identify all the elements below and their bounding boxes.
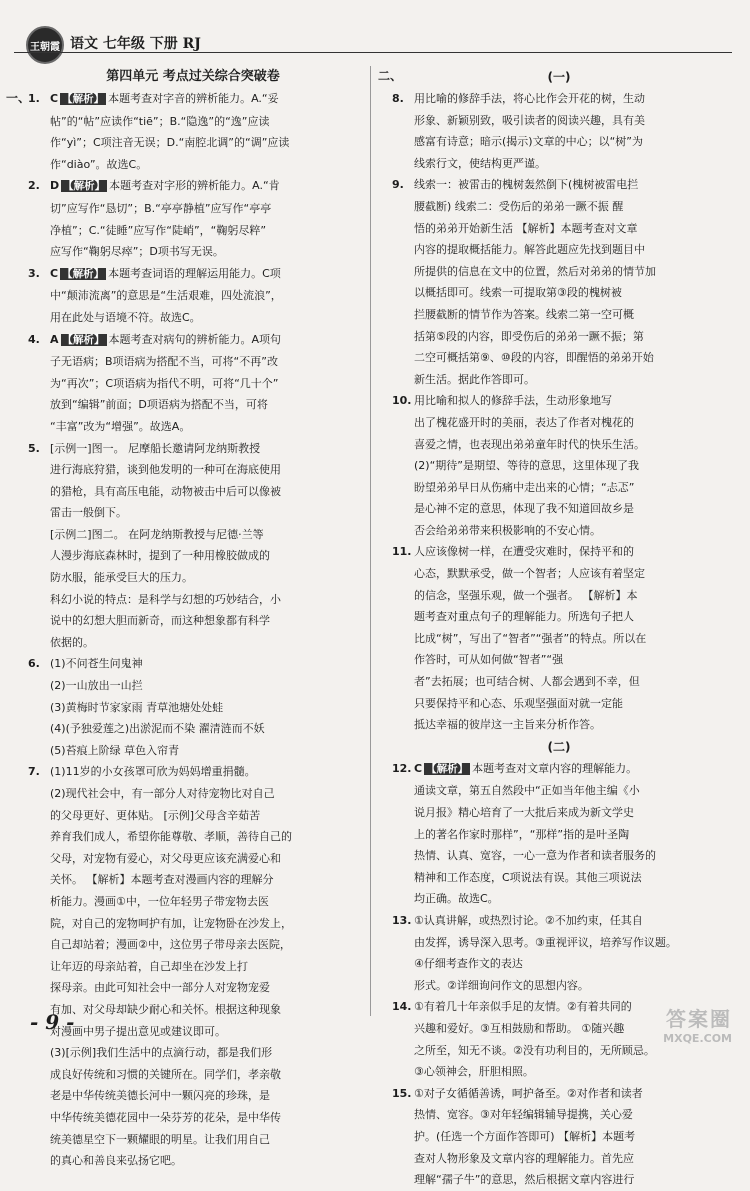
- text-line: 放到“编辑”前面；D项语病为搭配不当，可将: [50, 398, 268, 412]
- text-line: [示例二]图二。 在阿龙纳斯教授与尼德·兰等: [50, 527, 264, 541]
- text-line: ④仔细考查作文的表达: [414, 957, 523, 971]
- left-column: [6, 66, 358, 1172]
- publisher-logo: 王朝霞: [26, 26, 64, 64]
- question-line: [50, 329, 358, 352]
- subsection-title: (二): [547, 739, 571, 754]
- text-line: (3)黄梅时节家家雨 青草池塘处处蛙: [50, 700, 224, 714]
- question-number: 12.: [392, 761, 412, 775]
- question-12: [392, 758, 726, 910]
- question-line: [414, 758, 726, 781]
- text-line: 应写作“鞠躬尽瘁”；D项书写无误。: [50, 245, 224, 259]
- text-line: 院，对自己的宠物呵护有加，让宠物卧在沙发上，: [50, 916, 292, 930]
- text-line: 新生活。据此作答即可。: [414, 372, 535, 386]
- text-line: 子无语病；B项语病为搭配不当，可将“不再”改: [50, 355, 278, 369]
- answer-letter: D: [50, 179, 60, 193]
- text-line: 析能力。漫画①中，一位年轻男子带宠物去医: [50, 894, 269, 908]
- question-number: 6.: [28, 657, 40, 671]
- text-line: 抵达幸福的彼岸这一主旨来分析作答。: [414, 718, 601, 732]
- question-4: [28, 329, 358, 438]
- text-line: 中“颠沛流离”的意思是“生活艰难，四处流浪”，: [50, 289, 282, 303]
- text-line: 是心神不定的意思，体现了我不知道回故乡是: [414, 502, 634, 516]
- question-11: [392, 541, 726, 735]
- text-line: 本题考查对字音的辨析能力。A.“妥: [108, 92, 279, 105]
- question-8: [392, 88, 726, 174]
- question-number: 8.: [392, 92, 404, 105]
- question-number: 15.: [392, 1086, 412, 1100]
- text-line: 帖”的“帖”应读作“tiē”；B.“隐逸”的“逸”应读: [50, 114, 270, 128]
- question-number: 11.: [392, 545, 412, 559]
- text-line: 括第⑤段的内容，即受伤后的弟弟一蹶不振；第: [414, 329, 644, 343]
- book-title: 语文 七年级 下册 RJ: [70, 36, 201, 52]
- question-7: [28, 761, 358, 1171]
- text-line: ①认真讲解，或热烈讨论。②不加约束，任其自: [414, 913, 643, 927]
- text-line: 形象、新颖别致，吸引读者的阅读兴趣，具有美: [414, 113, 645, 127]
- text-line: “丰富”改为“增强”。故选A。: [50, 419, 191, 433]
- text-line: 腰截断) 线索二：受伤后的弟弟一蹶不振 醒: [414, 199, 624, 213]
- text-line: (3)[示例]我们生活中的点滴行动，都是我们形: [50, 1046, 273, 1060]
- text-line: 上的著名作家时那样”，“那样”指的是叶圣陶: [414, 827, 630, 841]
- text-line: 形式。②详细询问作文的思想内容。: [414, 978, 589, 992]
- text-line: 通读文章，第五自然段中“正如当年他主编《小: [414, 784, 640, 798]
- answer-letter: C: [50, 266, 59, 280]
- text-line: 护。(任选一个方面作答即可) 【解析】本题考: [414, 1129, 636, 1143]
- text-line: 由发挥，诱导深入思考。③重视评议，培养写作议题。: [414, 935, 677, 949]
- text-line: 的父母更好、更体贴。 [示例]父母含辛茹苦: [50, 808, 261, 822]
- question-5: [28, 438, 358, 654]
- question-number: 3.: [28, 266, 40, 280]
- text-line: (2)“期待”是期望、等待的意思，这里体现了我: [414, 459, 639, 473]
- text-line: 拦腰截断的情节作为答案。线索二第一空可概: [414, 307, 634, 321]
- answer-letter: A: [50, 332, 59, 346]
- text-line: 二空可概括第⑨、⑩段的内容，即醒悟的弟弟开始: [414, 351, 654, 365]
- question-number: 2.: [28, 179, 40, 193]
- text-line: 出了槐花盛开时的美丽，表达了作者对槐花的: [414, 415, 634, 429]
- text-line: 否会给弟弟带来积极影响的不安心情。: [414, 523, 601, 537]
- question-line: [50, 263, 358, 286]
- question-1: [28, 88, 358, 175]
- text-line: ①有着几十年亲似手足的友情。②有着共同的: [414, 1000, 632, 1014]
- text-line: 比成“树”，写出了“智者”“强者”的特点。所以在: [414, 631, 647, 645]
- text-line: (2)现代社会中，有一部分人对待宠物比对自己: [50, 787, 275, 800]
- text-line: 的信念，坚强乐观，做一个强者。 【解析】本: [414, 588, 638, 602]
- text-line: 本题考查对文章内容的理解能力。: [472, 761, 638, 775]
- text-line: 题考查对重点句子的理解能力。所选句子把人: [414, 610, 634, 624]
- text-line: 用比喻的修辞手法，将心比作会开花的树，生动: [414, 92, 645, 105]
- text-line: 理解“孺子牛”的意思，然后根据文章内容进行: [414, 1173, 635, 1187]
- text-line: (5)苔痕上阶绿 草色入帘青: [50, 743, 180, 757]
- text-line: 让年迈的母亲站着，自己却坐在沙发上打: [50, 959, 248, 973]
- text-line: 依据的。: [50, 635, 94, 649]
- question-3: [28, 263, 358, 329]
- column-divider: [370, 66, 371, 1016]
- question-line: [50, 88, 358, 111]
- watermark-url: MXQE.COM: [663, 1032, 732, 1045]
- answer-letter: C: [414, 761, 423, 775]
- text-line: 探母亲。由此可知社会中一部分人对宠物宠爱: [50, 981, 270, 995]
- unit-title: 第四单元 考点过关综合突破卷: [106, 69, 280, 84]
- site-watermark: [592, 1003, 732, 1049]
- text-line: 作答时，可从如何做“智者”“强: [414, 653, 564, 667]
- text-line: 自己却站着；漫画②中，这位男子带母亲去医院，: [50, 938, 291, 952]
- text-line: 均正确。故选C。: [414, 892, 499, 906]
- text-line: 兴趣和爱好。③互相鼓励和帮助。 ①随兴趣: [414, 1021, 625, 1035]
- text-line: 进行海底狩猎，谈到他发明的一种可在海底使用: [50, 463, 281, 477]
- text-line: 雷击一般倒下。: [50, 506, 127, 520]
- text-line: 者”去拓展；也可结合树、人都会遇到不幸，但: [414, 675, 640, 689]
- text-line: 有加、对父母却缺少耐心和关怀。根据这种现象: [50, 1002, 281, 1016]
- question-13: [392, 910, 726, 996]
- analysis-tag: 【解析】: [62, 93, 105, 105]
- text-line: ③心领神会，肝胆相照。: [414, 1065, 534, 1079]
- question-number: 13.: [392, 913, 412, 927]
- text-line: 净植”；C.“徒睡”应写作“陡峭”，“鞠躬尽粹”: [50, 223, 267, 237]
- text-line: 成良好传统和习惯的关键所在。同学们，孝亲敬: [50, 1067, 281, 1081]
- text-line: 的猎枪，具有高压电能，动物被击中后可以像被: [50, 484, 281, 498]
- text-line: (4)(予独爱莲之)出淤泥而不染 濯清涟而不妖: [50, 722, 265, 736]
- text-line: 线索一：被雷击的槐树轰然倒下(槐树被雷电拦: [414, 178, 639, 192]
- question-number: 10.: [392, 394, 412, 408]
- text-line: 老是中华传统美德长河中一颗闪亮的珍珠，是: [50, 1089, 270, 1103]
- text-line: 精神和工作态度，C项说法有误。其他三项说法: [414, 870, 642, 884]
- question-6: [28, 653, 358, 761]
- answer-letter: C: [50, 92, 59, 105]
- text-line: 作“yì”；C项注音无误；D.“南腔北调”的“调”应读: [50, 136, 290, 150]
- text-line: 用在此处与语境不符。故选C。: [50, 310, 201, 324]
- text-line: 的真心和善良来弘扬它吧。: [50, 1154, 182, 1168]
- question-number: 1.: [28, 92, 40, 105]
- text-line: ①对子女循循善诱，呵护备至。②对作者和读者: [414, 1086, 643, 1100]
- header-divider: [14, 52, 732, 53]
- question-number: 5.: [28, 441, 40, 455]
- text-line: 盼望弟弟早日从伤痛中走出来的心情；“忐忑”: [414, 480, 635, 494]
- page-number: - 9 -: [30, 1010, 75, 1034]
- text-line: 防水服，能承受巨大的压力。: [50, 571, 193, 585]
- text-line: 中华传统美德花园中一朵芬芳的花朵，是中华传: [50, 1110, 281, 1124]
- text-line: 用比喻和拟人的修辞手法，生动形象地写: [414, 394, 612, 408]
- analysis-tag: 【解析】: [63, 180, 106, 193]
- text-line: 内容的提取概括能力。解答此题应先找到题目中: [414, 243, 645, 257]
- text-line: 悟的弟弟开始新生活 【解析】本题考查对文章: [414, 221, 638, 235]
- text-line: 喜爱之情，也表现出弟弟童年时代的快乐生活。: [414, 437, 645, 451]
- text-line: 所提供的信息在文中的位置，然后对弟弟的情节加: [414, 264, 656, 278]
- text-line: 热情、宽容。③对年轻编辑辅导提携，关心爱: [414, 1108, 633, 1122]
- question-number: 14.: [392, 1000, 412, 1014]
- question-number: 9.: [392, 178, 404, 192]
- text-line: 统美德星空下一颗耀眼的明星。让我们用自己: [50, 1132, 270, 1146]
- analysis-tag: 【解析】: [426, 762, 469, 775]
- section-one-marker: 一、: [6, 91, 31, 105]
- page-header: [0, 0, 750, 62]
- section-two-marker: 二、: [378, 69, 403, 83]
- question-line: [50, 175, 358, 198]
- text-line: 本题考查对病句的辨析能力。A项句: [108, 332, 282, 346]
- question-number: 7.: [28, 765, 40, 779]
- text-line: 科幻小说的特点：是科学与幻想的巧妙结合，小: [50, 592, 281, 606]
- text-line: (2)一山放出一山拦: [50, 679, 143, 693]
- analysis-tag: 【解析】: [62, 333, 105, 346]
- text-line: (1)11岁的小女孩罩可欣为妈妈增重捐髓。: [50, 765, 256, 779]
- text-line: 以概括即可。线索一可提取第③段的槐树被: [414, 286, 622, 300]
- text-line: 为“再次”；C项语病为指代不明，可将“几十个”: [50, 376, 279, 390]
- watermark-text: 答案圈: [666, 1007, 732, 1031]
- text-line: 本题考查词语的理解运用能力。C项: [108, 266, 281, 280]
- text-line: 养育我们成人，希望你能尊敬、孝顺，善待自己的: [50, 830, 292, 844]
- question-2: [28, 175, 358, 262]
- text-line: 说中的幻想大胆而新奇，而这种想象都有科学: [50, 614, 270, 628]
- text-line: 感富有诗意；暗示(揭示)文章的中心；以“树”为: [414, 135, 643, 149]
- text-line: 说月报》精心培育了一大批后来成为新文学史: [414, 806, 634, 819]
- text-line: 之所至，知无不谈。②没有功利目的，无所顾忌。: [414, 1043, 655, 1057]
- text-line: 人应该像树一样，在遭受灾难时，保持平和的: [414, 545, 634, 559]
- text-line: 线索行文，使结构更严谨。: [414, 156, 546, 170]
- text-line: 父母，对宠物有爱心，对父母更应该充满爱心和: [50, 851, 281, 865]
- subsection-title: (一): [547, 70, 571, 84]
- text-line: 人漫步海底森林时，提到了一种用橡胶做成的: [50, 549, 270, 563]
- analysis-tag: 【解析】: [62, 267, 105, 280]
- text-line: 热情、认真、宽容，一心一意为作者和读者服务的: [414, 849, 656, 863]
- text-line: 对漫画中男子提出意见或建议即可。: [50, 1024, 226, 1038]
- text-line: 本题考查对字形的辨析能力。A.“肯: [109, 179, 280, 193]
- question-10: [392, 390, 726, 541]
- question-number: 4.: [28, 332, 40, 346]
- question-9: [392, 174, 726, 390]
- text-line: 查对人物形象及文章内容的理解能力。首先应: [414, 1151, 634, 1165]
- text-line: 只要保持平和心态、乐观坚强面对就一定能: [414, 696, 623, 710]
- question-15: [392, 1083, 726, 1191]
- text-line: 切”应写作“恳切”；B.“亭亭静植”应写作“亭亭: [50, 201, 272, 215]
- text-line: 心态，默默承受，做一个智者；人应该有着坚定: [414, 567, 645, 581]
- text-line: (1)不问苍生问鬼神: [50, 657, 143, 671]
- text-line: [示例一]图一。 尼摩船长邀请阿龙纳斯教授: [50, 441, 261, 455]
- text-line: 作“diào”。故选C。: [50, 157, 148, 171]
- text-line: 关怀。 【解析】本题考查对漫画内容的理解分: [50, 873, 274, 887]
